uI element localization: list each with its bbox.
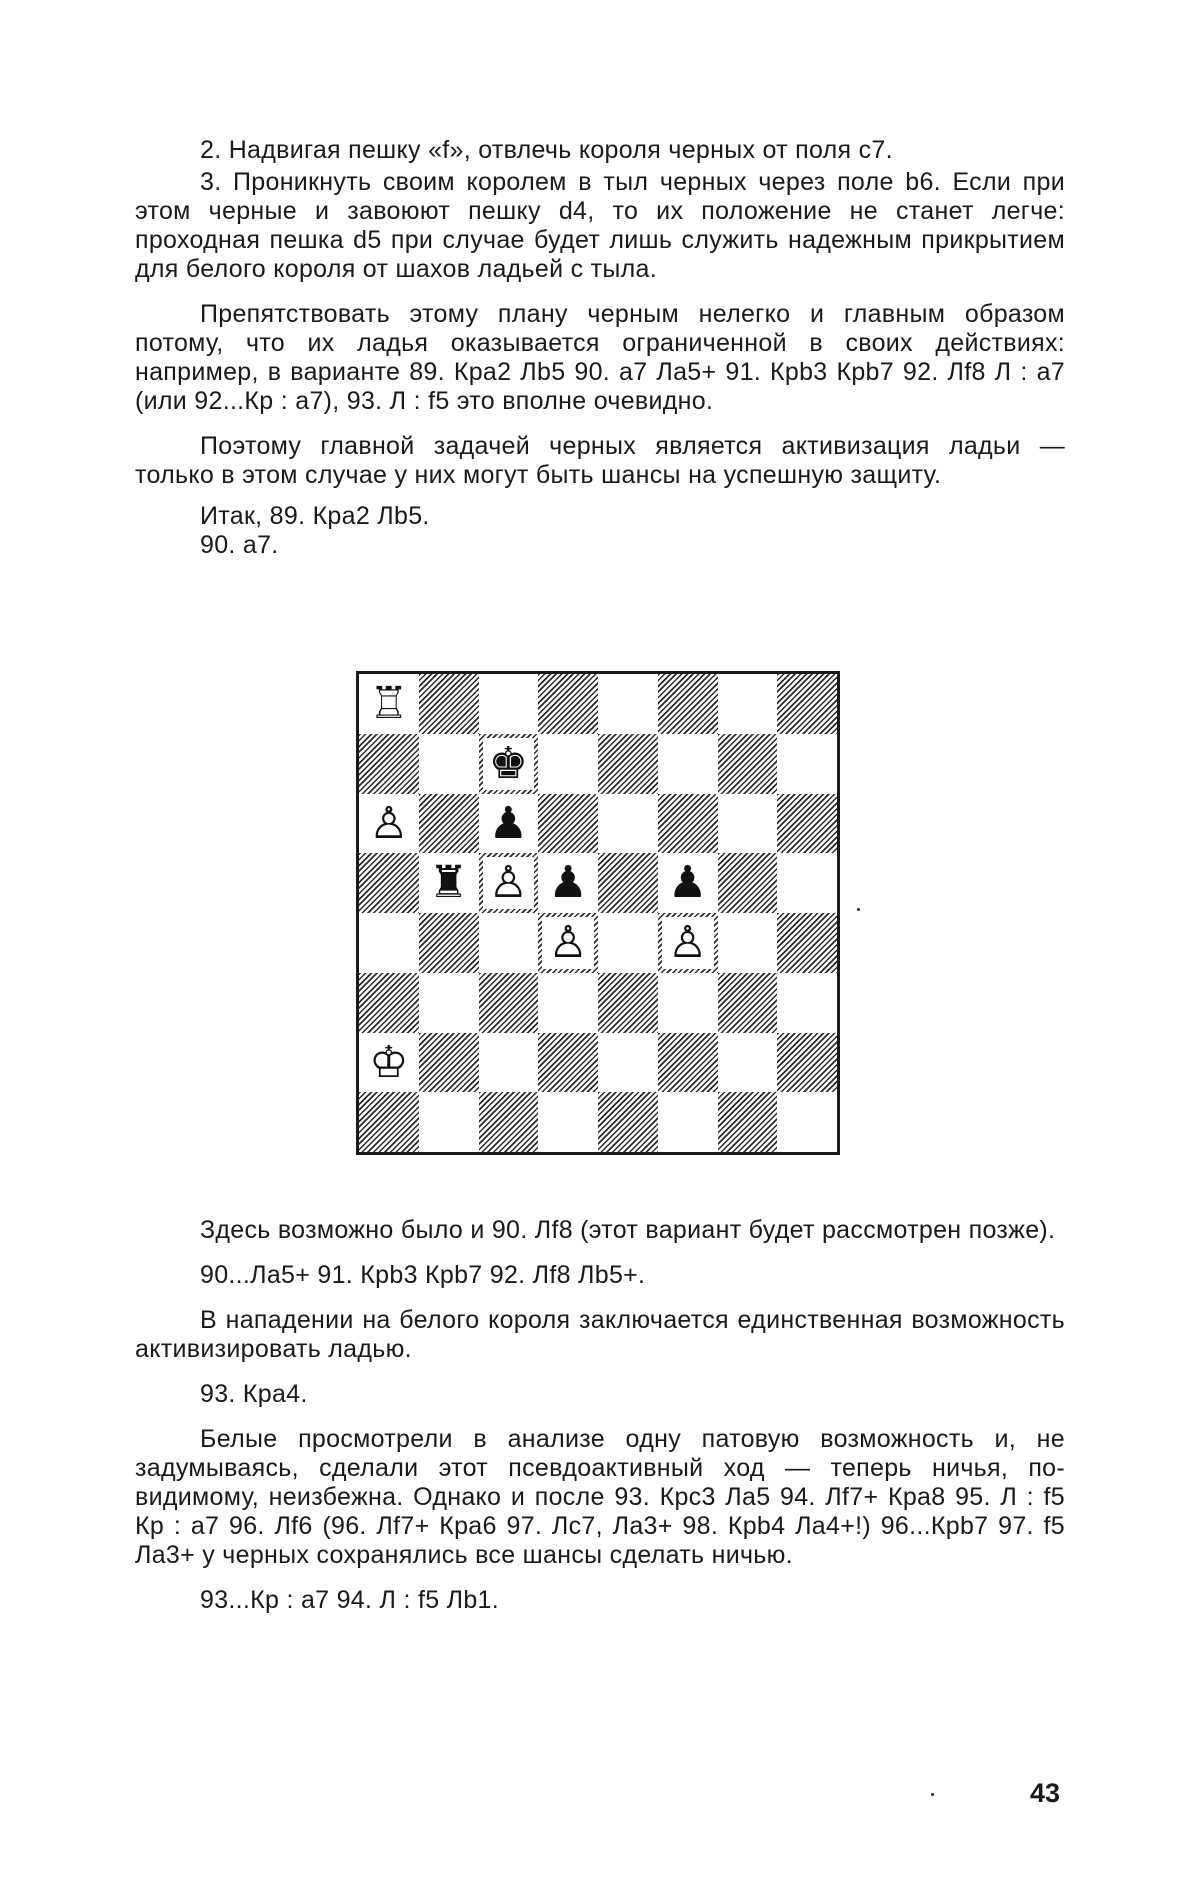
- bottom-text-block: [135, 1216, 1065, 1615]
- square-f6: [658, 794, 718, 854]
- paragraph-alternative: Здесь возможно было и 90. Лf8 (этот вариант будет рассмотрен позже).: [200, 1216, 1056, 1244]
- square-a4: [359, 913, 419, 973]
- square-g3: [718, 973, 778, 1033]
- page-number: 43: [1030, 1778, 1061, 1808]
- square-d8: [538, 674, 598, 734]
- square-b6: [419, 794, 479, 854]
- square-c2: [479, 1033, 539, 1093]
- square-a5: [359, 853, 419, 913]
- square-c4: [479, 913, 539, 973]
- square-b7: [419, 734, 479, 794]
- move-line-90: 90. a7.: [200, 531, 279, 559]
- square-e3: [598, 973, 658, 1033]
- square-g8: [718, 674, 778, 734]
- square-e2: [598, 1033, 658, 1093]
- paragraph-main-task: Поэтому главной задачей черных является активизация ладьи — только в этом случае у них могут быть шансы на успешную защиту.: [135, 432, 1065, 489]
- square-d3: [538, 973, 598, 1033]
- square-g6: [718, 794, 778, 854]
- square-a3: [359, 973, 419, 1033]
- move-line-93: 93. Кра4.: [200, 1380, 308, 1408]
- paragraph-plan-3: 3. Проникнуть своим королем в тыл черных через поле b6. Если при этом черные и завоюют пешку d4, то их положение не станет легче: проходная пешка d5 при случае будет лишь служить надежным прикрытием для белого короля от шахов ладьей с тыла.: [135, 168, 1065, 283]
- square-f1: [658, 1092, 718, 1152]
- square-e7: [598, 734, 658, 794]
- square-h6: [777, 794, 837, 854]
- paragraph-stalemate-analysis: Белые просмотрели в анализе одну патовую возможность и, не задумываясь, сделали этот псевдоактивный ход — теперь ничья, по-видимому, неизбежна. Однако и после 93. Крс3 Ла5 94. Лf7+ Кра8 95. Л : f5 Кр : a7 96. Лf6 (96. Лf7+ Кра6 97. Лс7, Ла3+ 98. Крb4 Ла4+!) 96...Крb7 97. f5 Ла3+ у черных сохранялись все шансы сделать ничью.: [135, 1425, 1065, 1569]
- white-rook-piece: ♖: [363, 678, 415, 730]
- square-a7: [359, 734, 419, 794]
- square-d7: [538, 734, 598, 794]
- square-b8: [419, 674, 479, 734]
- top-text-block: [135, 136, 1065, 560]
- square-g2: [718, 1033, 778, 1093]
- move-line-93-black: 93...Кр : a7 94. Л : f5 Лb1.: [200, 1586, 500, 1614]
- white-pawn-piece: ♙: [662, 917, 714, 969]
- square-f2: [658, 1033, 718, 1093]
- square-d1: [538, 1092, 598, 1152]
- square-e5: [598, 853, 658, 913]
- square-b4: [419, 913, 479, 973]
- square-h2: [777, 1033, 837, 1093]
- print-speck: [857, 908, 860, 911]
- square-h4: [777, 913, 837, 973]
- move-line-90-black: 90...Ла5+ 91. Крb3 Крb7 92. Лf8 Лb5+.: [200, 1261, 646, 1289]
- square-b2: [419, 1033, 479, 1093]
- black-king-piece: ♚: [483, 738, 535, 790]
- square-h7: [777, 734, 837, 794]
- square-e1: [598, 1092, 658, 1152]
- square-g4: [718, 913, 778, 973]
- white-pawn-piece: ♙: [363, 798, 415, 850]
- black-pawn-piece: ♟: [483, 798, 535, 850]
- square-h3: [777, 973, 837, 1033]
- square-b1: [419, 1092, 479, 1152]
- move-line-89: Итак, 89. Кра2 Лb5.: [200, 502, 430, 530]
- square-c1: [479, 1092, 539, 1152]
- square-b3: [419, 973, 479, 1033]
- paragraph-obstacle: Препятствовать этому плану черным нелегко и главным образом потому, что их ладья оказывается ограниченной в своих действиях: например, в варианте 89. Кра2 Лb5 90. a7 Ла5+ 91. Крb3 Крb7 92. Лf8 Л : a7 (или 92...Кр : a7), 93. Л : f5 это вполне очевидно.: [135, 300, 1065, 415]
- paragraph-plan-2: 2. Надвигая пешку «f», отвлечь короля черных от поля с7.: [200, 136, 893, 164]
- white-pawn-piece: ♙: [542, 917, 594, 969]
- print-speck: [931, 1793, 934, 1796]
- square-h5: [777, 853, 837, 913]
- square-d2: [538, 1033, 598, 1093]
- square-e4: [598, 913, 658, 973]
- square-g7: [718, 734, 778, 794]
- square-a1: [359, 1092, 419, 1152]
- square-f7: [658, 734, 718, 794]
- paragraph-activation: В нападении на белого короля заключается единственная возможность активизировать ладью.: [135, 1306, 1065, 1363]
- square-h1: [777, 1092, 837, 1152]
- chess-diagram: [356, 671, 840, 1155]
- square-f3: [658, 973, 718, 1033]
- square-c3: [479, 973, 539, 1033]
- square-g1: [718, 1092, 778, 1152]
- square-e6: [598, 794, 658, 854]
- white-king-piece: ♔: [363, 1037, 415, 1089]
- square-d6: [538, 794, 598, 854]
- white-pawn-piece: ♙: [483, 857, 535, 909]
- square-f8: [658, 674, 718, 734]
- black-pawn-piece: ♟: [662, 857, 714, 909]
- square-e8: [598, 674, 658, 734]
- square-h8: [777, 674, 837, 734]
- black-rook-piece: ♜: [423, 857, 475, 909]
- chess-board: [359, 674, 837, 1152]
- square-c8: [479, 674, 539, 734]
- square-g5: [718, 853, 778, 913]
- black-pawn-piece: ♟: [542, 857, 594, 909]
